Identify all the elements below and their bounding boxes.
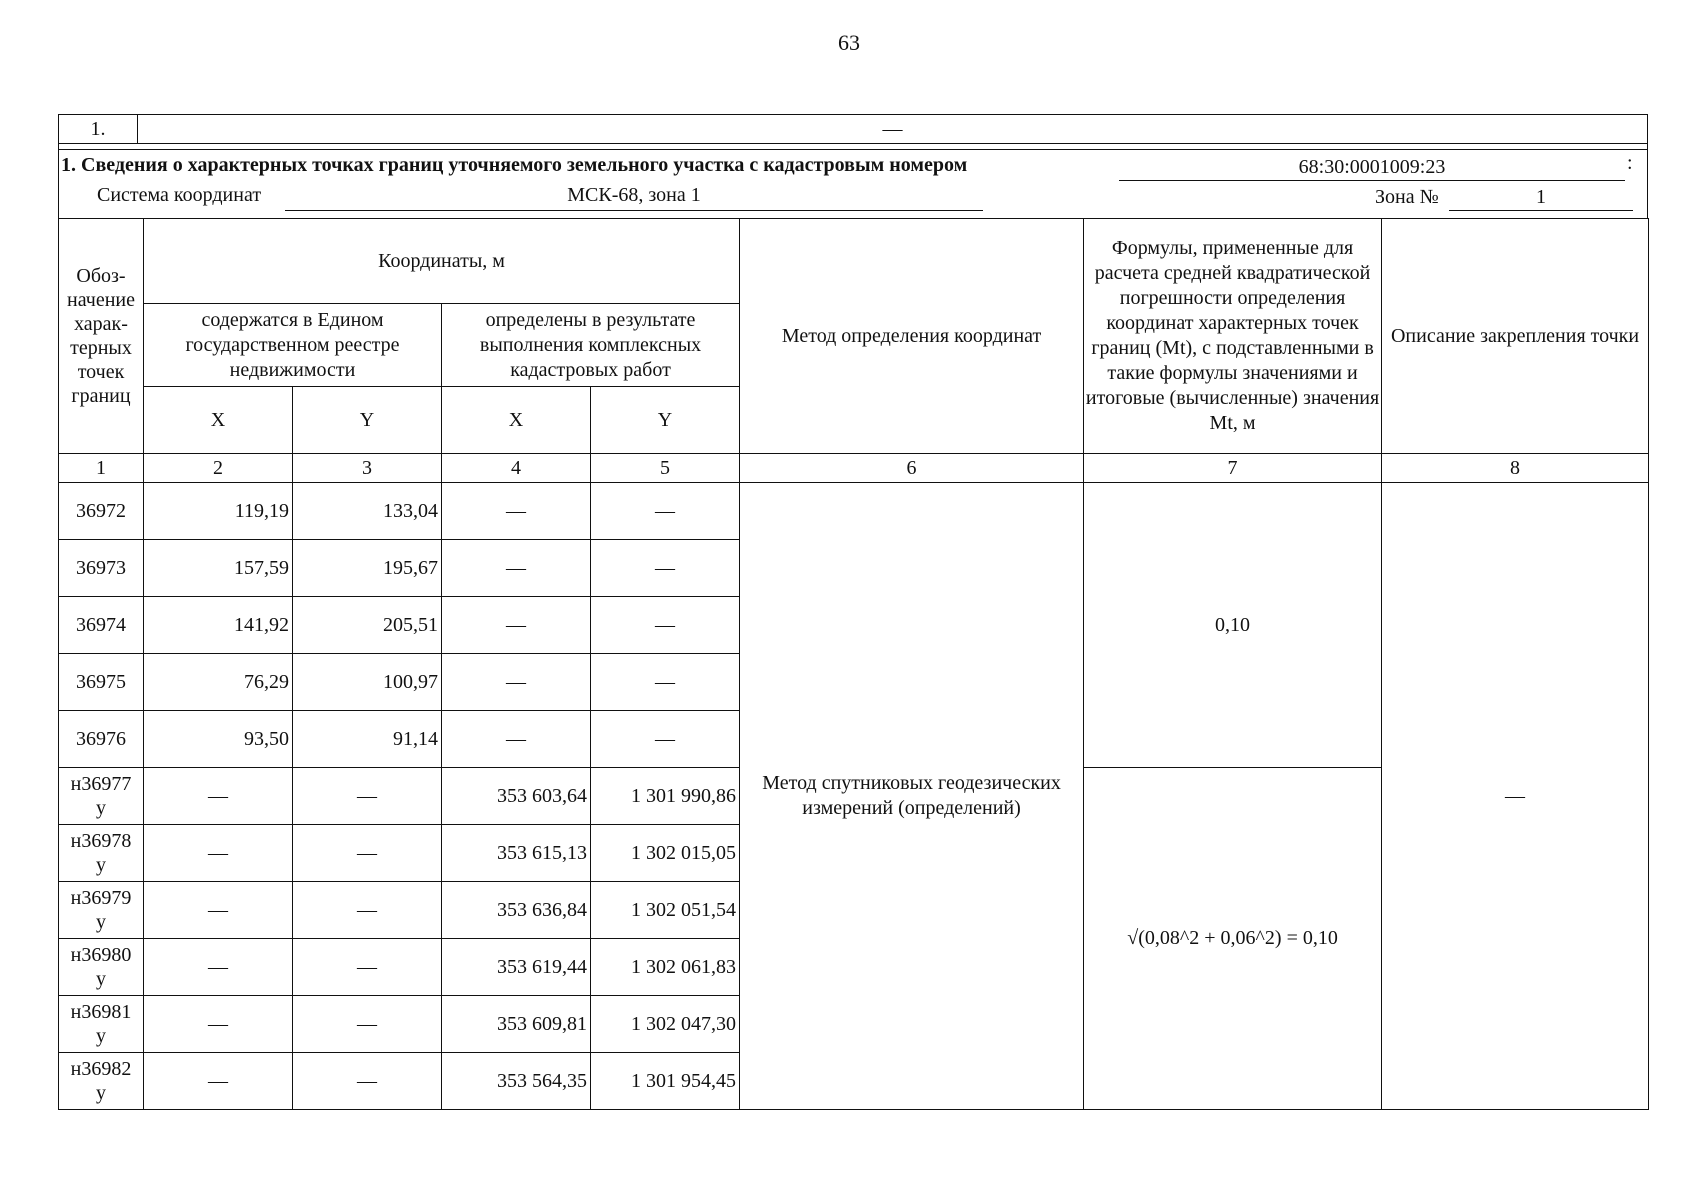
point-designation: 36975 — [59, 654, 144, 711]
point-designation: н36978 у — [59, 825, 144, 882]
point-designation: 36976 — [59, 711, 144, 768]
page-number: 63 — [838, 30, 860, 55]
header-formulas: Формулы, примененные для расчета средней квадратической погрешности определения координат характерных точек границ (Mt), с подставленными в такие формулы значениями и итоговые (вычисленные) значения Mt, м — [1084, 219, 1382, 454]
description-value: — — [1382, 483, 1649, 1110]
top-row-value: — — [138, 115, 1648, 144]
cell-y-determined: — — [591, 540, 740, 597]
cell-y-egrn: 205,51 — [293, 597, 442, 654]
cell-x-determined: 353 609,81 — [442, 996, 591, 1053]
cadastral-number: 68:30:0001009:23 — [1119, 156, 1625, 181]
cell-x-egrn: — — [144, 996, 293, 1053]
header-point-designation: Обоз- начение харак- терных точек границ — [59, 219, 144, 454]
mt-existing-value: 0,10 — [1084, 483, 1382, 768]
point-designation: 36973 — [59, 540, 144, 597]
cell-x-egrn: — — [144, 768, 293, 825]
cell-x-egrn: — — [144, 825, 293, 882]
cell-x-determined: — — [442, 711, 591, 768]
header-method: Метод определения координат — [740, 219, 1084, 454]
cell-y-egrn: 91,14 — [293, 711, 442, 768]
section-title: 1. Сведения о характерных точках границ уточняемого земельного участка с кадастровым номером — [61, 154, 968, 176]
column-index: 5 — [591, 454, 740, 483]
method-value: Метод спутниковых геодезических измерений (определений) — [740, 483, 1084, 1110]
mt-new-value: √(0,08^2 + 0,06^2) = 0,10 — [1084, 768, 1382, 1110]
cell-x-determined: — — [442, 540, 591, 597]
column-index: 8 — [1382, 454, 1649, 483]
cell-x-determined: 353 636,84 — [442, 882, 591, 939]
document — [58, 114, 1648, 1110]
cell-y-determined: 1 302 015,05 — [591, 825, 740, 882]
header-x-egrn: X — [144, 387, 293, 454]
zone-label: Зона № — [1375, 186, 1439, 208]
cell-y-determined: 1 301 954,45 — [591, 1053, 740, 1110]
points-table — [58, 218, 1649, 1110]
cell-y-egrn: 195,67 — [293, 540, 442, 597]
cell-y-determined: 1 302 061,83 — [591, 939, 740, 996]
column-index: 3 — [293, 454, 442, 483]
column-index: 6 — [740, 454, 1084, 483]
cell-y-egrn: — — [293, 996, 442, 1053]
cell-x-determined: 353 564,35 — [442, 1053, 591, 1110]
header-determined: определены в результате выполнения комплексных кадастровых работ — [442, 304, 740, 387]
header-coordinates: Координаты, м — [144, 219, 740, 304]
cell-x-egrn: 157,59 — [144, 540, 293, 597]
header-description: Описание закрепления точки — [1382, 219, 1649, 454]
column-index: 1 — [59, 454, 144, 483]
cell-y-egrn: 100,97 — [293, 654, 442, 711]
point-designation: н36980 у — [59, 939, 144, 996]
cell-y-egrn: — — [293, 882, 442, 939]
zone-value: 1 — [1449, 186, 1633, 211]
cell-y-determined: 1 302 047,30 — [591, 996, 740, 1053]
cell-x-determined: — — [442, 654, 591, 711]
cell-y-determined: 1 301 990,86 — [591, 768, 740, 825]
top-row-number: 1. — [59, 115, 138, 144]
section-header — [58, 149, 1648, 218]
column-index: 7 — [1084, 454, 1382, 483]
header-egrn: содержатся в Едином государственном реестре недвижимости — [144, 304, 442, 387]
cell-y-egrn: — — [293, 825, 442, 882]
top-row-table — [58, 114, 1648, 144]
point-designation: н36979 у — [59, 882, 144, 939]
cell-x-determined: — — [442, 597, 591, 654]
coord-system-label: Система координат — [97, 184, 262, 206]
header-y-egrn: Y — [293, 387, 442, 454]
cell-y-egrn: 133,04 — [293, 483, 442, 540]
header-x-determined: X — [442, 387, 591, 454]
cell-x-determined: 353 603,64 — [442, 768, 591, 825]
cell-x-determined: 353 615,13 — [442, 825, 591, 882]
cell-x-egrn: 76,29 — [144, 654, 293, 711]
column-index: 2 — [144, 454, 293, 483]
point-designation: н36977 у — [59, 768, 144, 825]
cell-y-determined: 1 302 051,54 — [591, 882, 740, 939]
point-designation: 36972 — [59, 483, 144, 540]
cell-x-determined: 353 619,44 — [442, 939, 591, 996]
cell-y-determined: — — [591, 483, 740, 540]
coord-system-value: МСК-68, зона 1 — [285, 184, 983, 211]
table-row — [59, 483, 1649, 540]
cell-x-egrn: — — [144, 939, 293, 996]
cell-x-egrn: — — [144, 1053, 293, 1110]
point-designation: н36982 у — [59, 1053, 144, 1110]
header-y-determined: Y — [591, 387, 740, 454]
column-index: 4 — [442, 454, 591, 483]
cell-x-determined: — — [442, 483, 591, 540]
point-designation: 36974 — [59, 597, 144, 654]
cadastral-colon: : — [1627, 152, 1633, 174]
cell-y-egrn: — — [293, 939, 442, 996]
cell-x-egrn: 93,50 — [144, 711, 293, 768]
cell-y-determined: — — [591, 711, 740, 768]
cell-x-egrn: — — [144, 882, 293, 939]
cell-y-egrn: — — [293, 1053, 442, 1110]
cell-x-egrn: 141,92 — [144, 597, 293, 654]
cell-y-egrn: — — [293, 768, 442, 825]
point-designation: н36981 у — [59, 996, 144, 1053]
cell-y-determined: — — [591, 597, 740, 654]
cell-x-egrn: 119,19 — [144, 483, 293, 540]
cell-y-determined: — — [591, 654, 740, 711]
